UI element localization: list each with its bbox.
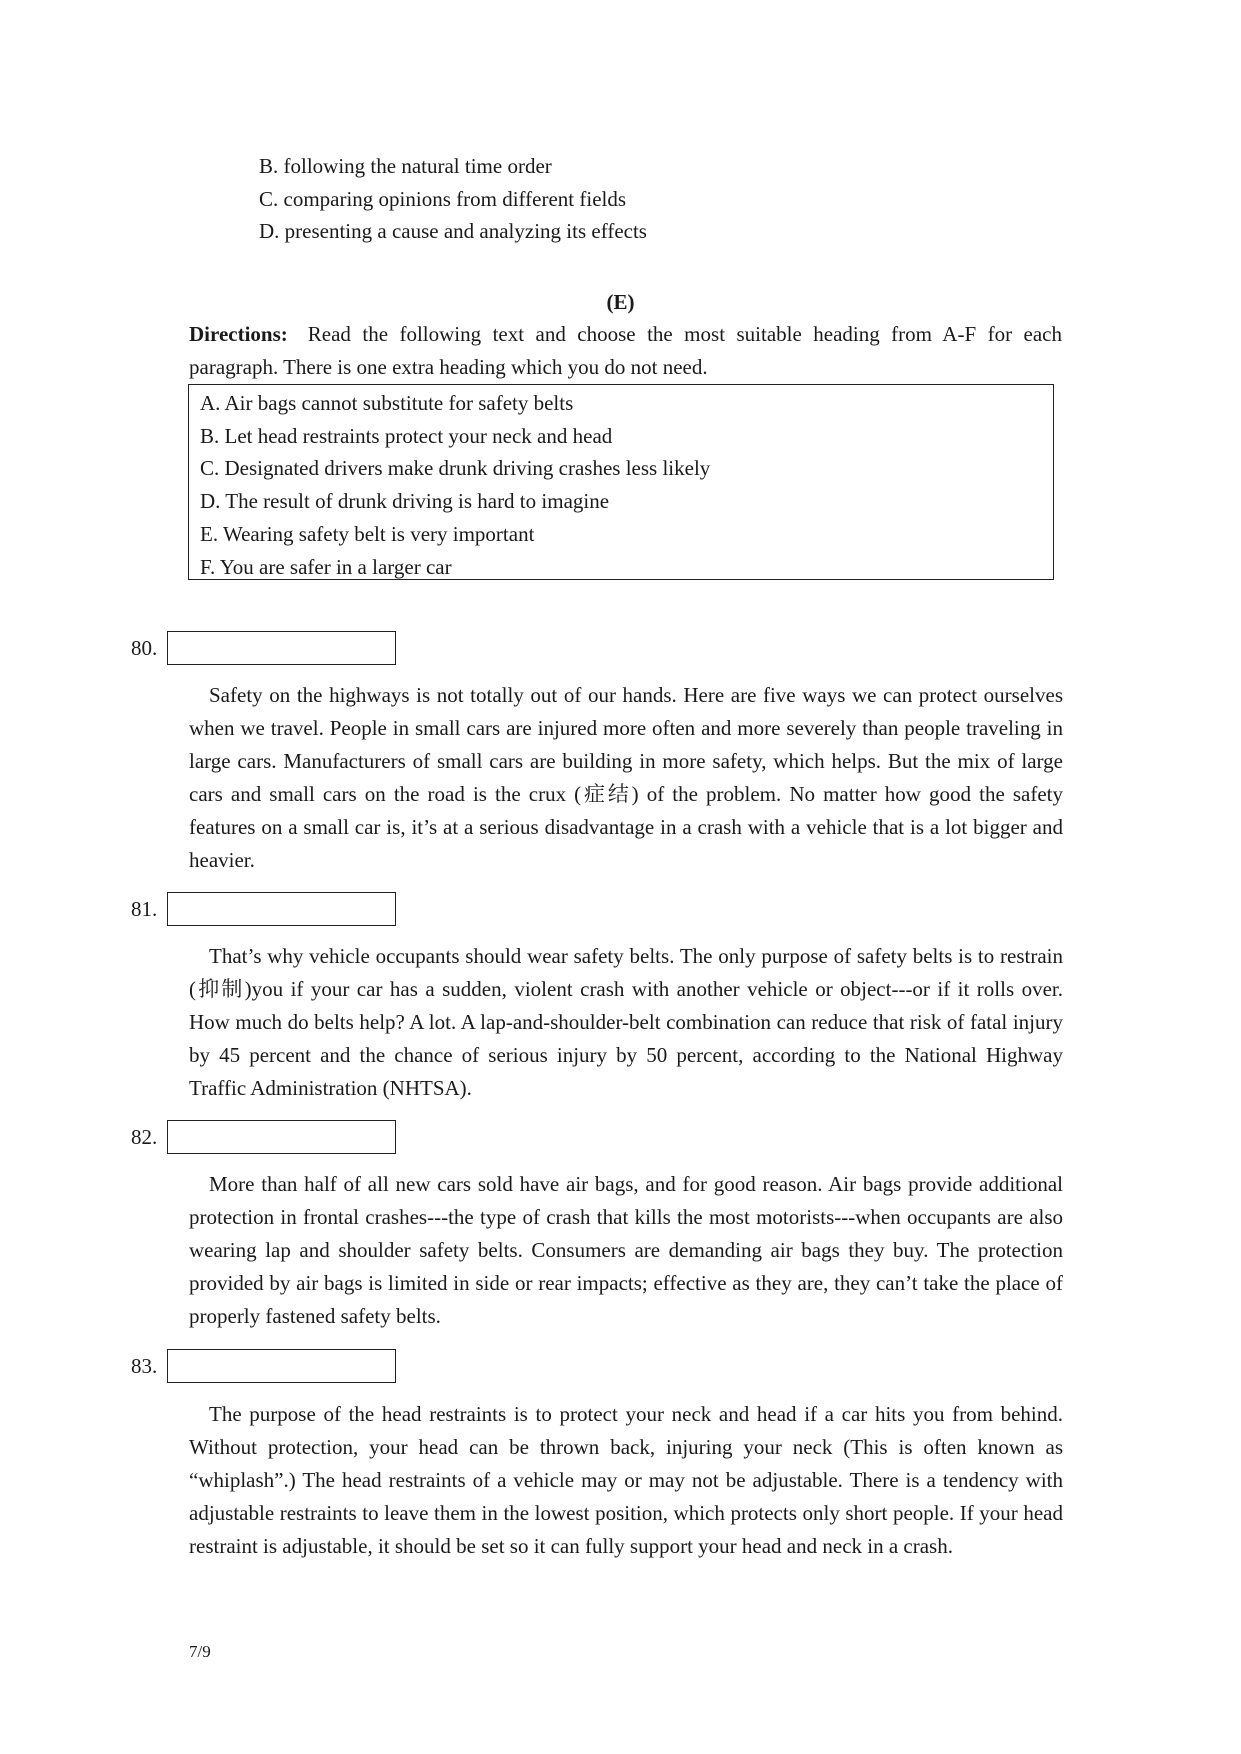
heading-option-d: D. The result of drunk driving is hard to imagine bbox=[200, 489, 610, 514]
question-number-80: 80. bbox=[131, 636, 158, 660]
answer-box-81[interactable] bbox=[167, 892, 396, 926]
option-c: C. comparing opinions from different fields bbox=[259, 187, 627, 211]
heading-option-a: A. Air bags cannot substitute for safety belts bbox=[200, 391, 574, 415]
paragraph-83: The purpose of the head restraints is to protect your neck and head if a car hits you from behind. Without protection, your head can be thrown back, injuring your neck (This is often known as “whiplash”.) The head restraints of a vehicle may or may not be adjustable. There is a tendency with adjustable restraints to leave them in the lowest position, which protects only short people. If your head restraint is adjustable, it should be set so it can fully support your head and neck in a crash. bbox=[189, 1402, 1063, 1558]
option-b: B. following the natural time order bbox=[259, 154, 552, 178]
answer-box-82[interactable] bbox=[167, 1120, 396, 1154]
directions-text: Read the following text and choose the most suitable heading from A-F for each paragraph. There is one extra heading which you do not need. bbox=[189, 322, 1062, 379]
heading-option-c: C. Designated drivers make drunk driving crashes less likely bbox=[200, 456, 711, 481]
section-label: (E) bbox=[606, 290, 635, 314]
question-number-81: 81. bbox=[131, 897, 158, 921]
directions-label: Directions: bbox=[189, 322, 288, 346]
paragraph-80: Safety on the highways is not totally out of our hands. Here are five ways we can protect ourselves when we travel. People in small cars are injured more often and more severely than people traveling in large cars. Manufacturers of small cars are building in more safety, which helps. But the mix of large cars and small cars on the road is the crux (症结) of the problem. No matter how good the safety features on a small car is, it’s at a serious disadvantage in a crash with a vehicle that is a lot bigger and heavier. bbox=[189, 683, 1063, 872]
option-d: D. presenting a cause and analyzing its effects bbox=[259, 219, 647, 243]
paragraph-82: More than half of all new cars sold have air bags, and for good reason. Air bags provide additional protection in frontal crashes---the type of crash that kills the most motorists---when occupants are also wearing lap and shoulder safety belts. Consumers are demanding air bags they buy. The protection provided by air bags is limited in side or rear impacts; effective as they are, they can’t take the place of properly fastened safety belts. bbox=[189, 1172, 1063, 1328]
headings-box bbox=[188, 384, 1054, 580]
question-number-83: 83. bbox=[131, 1354, 158, 1378]
question-number-82: 82. bbox=[131, 1125, 158, 1149]
answer-box-80[interactable] bbox=[167, 631, 396, 665]
heading-option-f: F. You are safer in a larger car bbox=[200, 554, 452, 579]
answer-box-83[interactable] bbox=[167, 1349, 396, 1383]
heading-option-b: B. Let head restraints protect your neck and head bbox=[200, 423, 613, 448]
paragraph-81: That’s why vehicle occupants should wear safety belts. The only purpose of safety belts is to restrain (抑制)you if your car has a sudden, violent crash with another vehicle or object---or if it rolls over. How much do belts help? A lot. A lap-and-shoulder-belt combination can reduce that risk of fatal injury by 45 percent and the chance of serious injury by 50 percent, according to the National Highway Traffic Administration (NHTSA). bbox=[189, 944, 1063, 1100]
heading-option-e: E. Wearing safety belt is very important bbox=[200, 521, 535, 546]
page-number: 7/9 bbox=[189, 1642, 211, 1661]
directions bbox=[189, 318, 1062, 384]
